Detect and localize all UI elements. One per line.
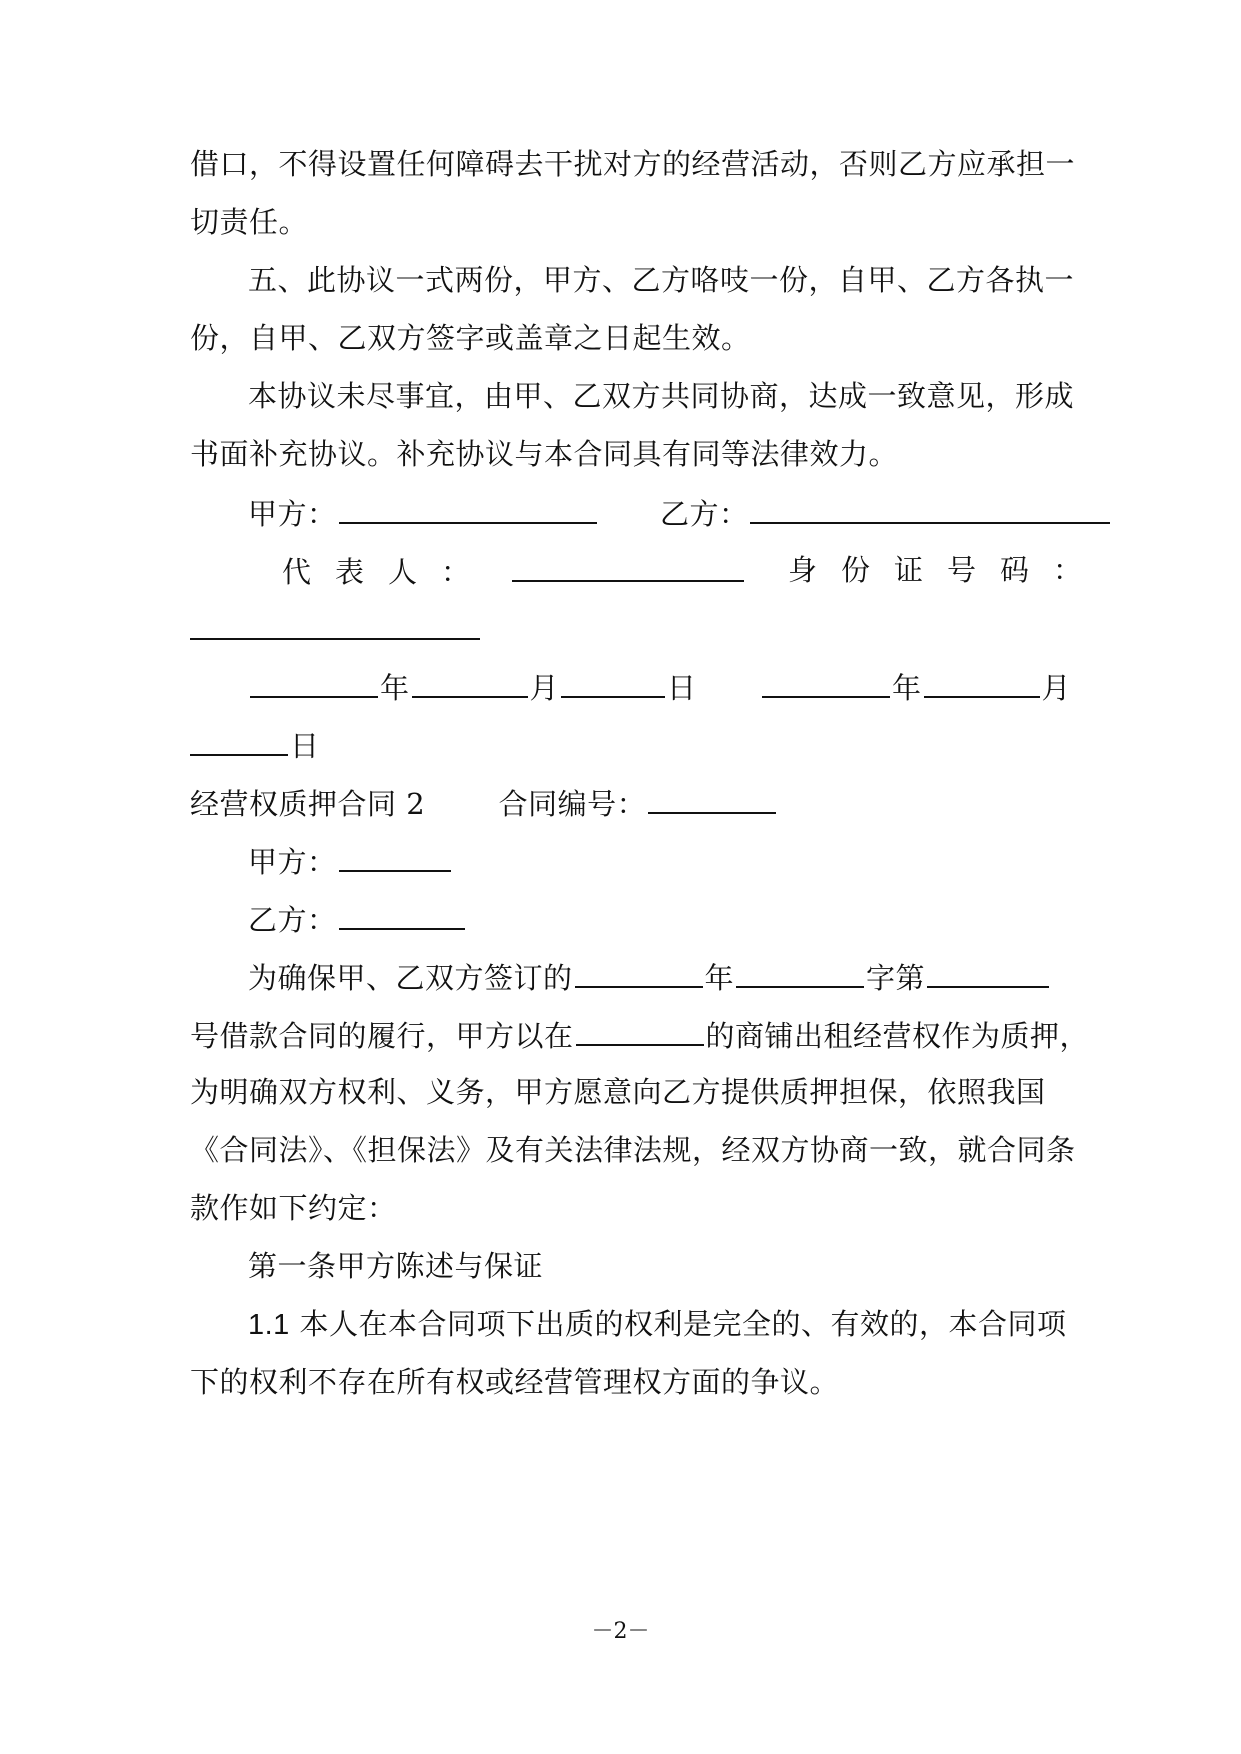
intro-line: 款作如下约定：	[190, 1191, 397, 1225]
clause-line: 下的权利不存在所有权或经营管理权方面的争议。	[190, 1365, 840, 1399]
signature-party-row	[248, 494, 1112, 532]
contract-title-row	[190, 784, 778, 822]
contract-number-label: 合同编号：	[498, 787, 647, 821]
representative-blank	[512, 552, 744, 582]
contract-number-blank	[648, 784, 776, 814]
intro-year-blank	[575, 958, 703, 988]
intro-line	[190, 1016, 1089, 1054]
date-row	[248, 668, 1071, 706]
id-number-blank	[190, 610, 480, 640]
paragraph-line: 份，自甲、乙双方签字或盖章之日起生效。	[190, 321, 751, 355]
intro-number-blank	[927, 958, 1049, 988]
intro-line: 《合同法》、《担保法》及有关法律法规，经双方协商一致，就合同条	[190, 1133, 1076, 1167]
date-day-blank	[561, 668, 665, 698]
contract-party-b-label: 乙方：	[248, 903, 337, 937]
contract-party-a-blank	[339, 842, 451, 872]
date-month-blank	[412, 668, 528, 698]
clause-text: 本人在本合同项下出质的权利是完全的、有效的，本合同项	[289, 1307, 1067, 1341]
party-b-blank	[750, 494, 1110, 524]
date-year-label: 年	[380, 671, 410, 705]
intro-text: 号借款合同的履行，甲方以在	[190, 1019, 574, 1053]
contract-title: 经营权质押合同 2	[190, 787, 426, 821]
contract-party-a-label: 甲方：	[248, 845, 337, 879]
date-month-blank-2	[924, 668, 1040, 698]
intro-text: 为确保甲、乙双方签订的	[248, 961, 573, 995]
intro-text: 字第	[866, 961, 926, 995]
party-a-blank	[339, 494, 597, 524]
page-number: －2－	[591, 1619, 650, 1644]
representative-label: 代表人：	[282, 555, 495, 589]
contract-party-b-row	[248, 900, 467, 938]
date-month-label: 月	[529, 671, 560, 705]
intro-location-blank	[576, 1016, 704, 1046]
article-heading: 第一条甲方陈述与保证	[248, 1249, 544, 1283]
date-day-blank-2	[190, 726, 288, 756]
clause-number: 1.1	[248, 1309, 290, 1341]
id-number-row	[190, 610, 482, 648]
paragraph-line: 本协议未尽事宜，由甲、乙双方共同协商，达成一致意见，形成	[248, 379, 1075, 413]
contract-party-b-blank	[339, 900, 465, 930]
party-a-label: 甲方：	[248, 497, 337, 531]
date-day-label-2: 日	[290, 729, 320, 763]
representative-row	[282, 552, 746, 590]
paragraph-line: 五、此协议一式两份，甲方、乙方咯吱一份，自甲、乙方各执一	[248, 263, 1075, 297]
paragraph-line: 切责任。	[190, 205, 309, 239]
intro-word-blank	[736, 958, 864, 988]
date-day-label: 日	[667, 671, 697, 705]
intro-line	[248, 958, 1051, 996]
intro-line: 为明确双方权利、义务，甲方愿意向乙方提供质押担保，依照我国	[190, 1075, 1046, 1109]
date-year-blank-2	[762, 668, 890, 698]
clause-line	[248, 1306, 1067, 1343]
date-year-blank	[250, 668, 378, 698]
date-month-label-2: 月	[1041, 671, 1072, 705]
paragraph-line: 借口，不得设置任何障碍去干扰对方的经营活动，否则乙方应承担一	[190, 147, 1076, 181]
id-number-label: 身份证号码：	[788, 553, 1107, 587]
intro-text: 年	[704, 961, 735, 995]
party-b-label: 乙方：	[659, 497, 749, 531]
intro-text: 的商铺出租经营权作为质押，	[705, 1019, 1090, 1053]
date-year-label-2: 年	[891, 671, 922, 705]
date-row-continued	[190, 726, 320, 764]
paragraph-line: 书面补充协议。补充协议与本合同具有同等法律效力。	[190, 437, 899, 471]
contract-party-a-row	[248, 842, 453, 880]
